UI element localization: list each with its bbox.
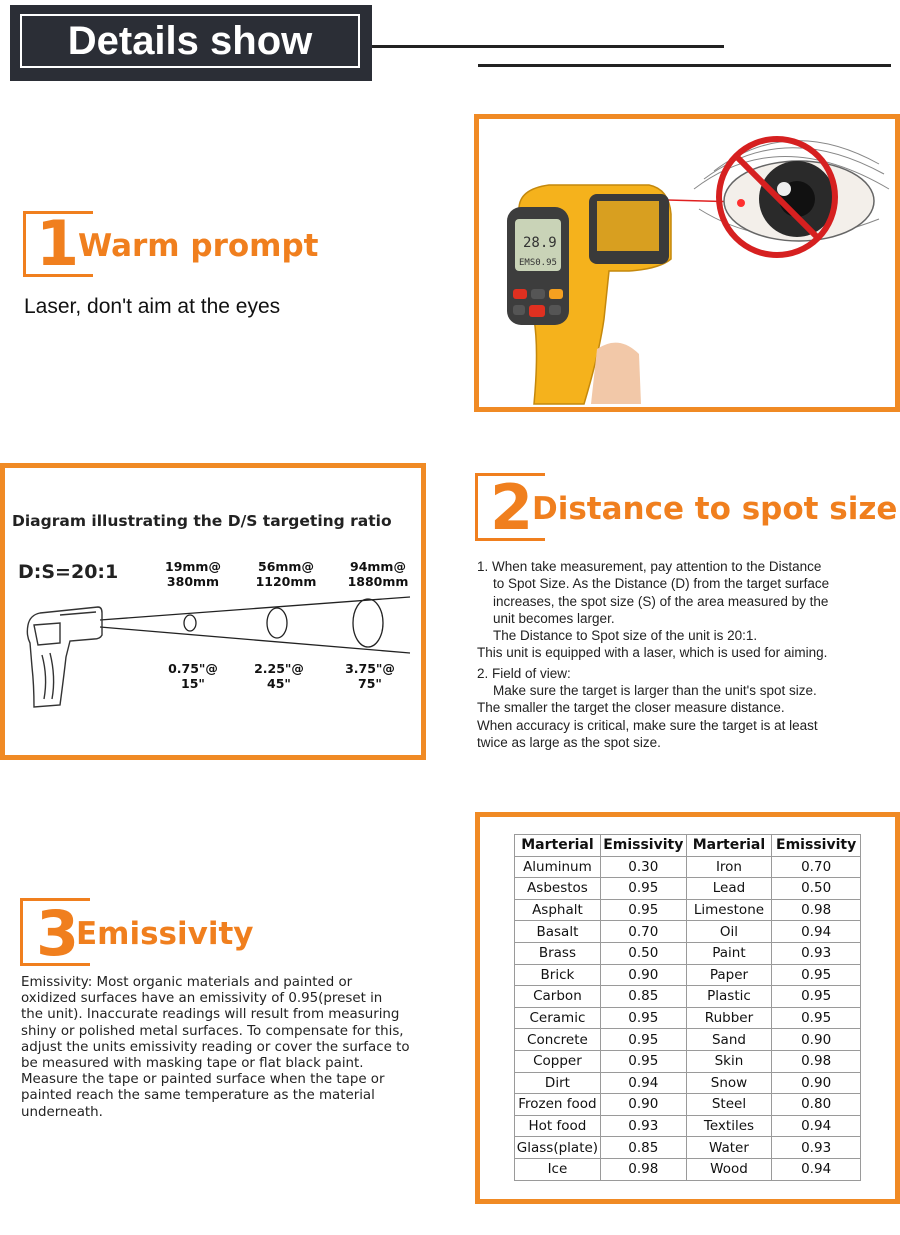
material-cell: Ceramic: [515, 1007, 601, 1029]
emissivity-cell: 0.95: [772, 1007, 861, 1029]
material-cell: Skin: [686, 1050, 772, 1072]
section3-number: 3: [36, 897, 80, 970]
laser-warning-image: [474, 114, 900, 412]
table-row: [515, 1115, 861, 1137]
table-row: [515, 986, 861, 1008]
header-title: Details show: [20, 14, 360, 68]
table-row: [515, 1072, 861, 1094]
ds-ratio-label: D:S=20:1: [18, 561, 119, 583]
material-cell: Paint: [686, 942, 772, 964]
material-cell: Sand: [686, 1029, 772, 1051]
section2-line: This unit is equipped with a laser, which is used for aiming.: [477, 645, 828, 661]
emissivity-cell: 0.95: [600, 1029, 686, 1051]
section1-subtitle: Laser, don't aim at the eyes: [24, 295, 281, 318]
material-cell: Ice: [515, 1158, 601, 1180]
material-cell: Glass(plate): [515, 1137, 601, 1159]
material-cell: Wood: [686, 1158, 772, 1180]
material-cell: Aluminum: [515, 856, 601, 878]
emissivity-cell: 0.98: [772, 1050, 861, 1072]
table-row: [515, 1094, 861, 1116]
table-header-row: [515, 835, 861, 857]
ds-cone-drawing: [20, 595, 420, 715]
column-header: Emissivity: [600, 835, 686, 857]
column-header: Marterial: [515, 835, 601, 857]
emissivity-cell: 0.95: [600, 1007, 686, 1029]
section3-line: Emissivity: Most organic materials and painted or: [21, 975, 353, 990]
emissivity-cell: 0.85: [600, 1137, 686, 1159]
material-cell: Basalt: [515, 921, 601, 943]
material-cell: Brick: [515, 964, 601, 986]
material-cell: Limestone: [686, 899, 772, 921]
section3-line: shiny or polished metal surfaces. To compensate for this,: [21, 1023, 404, 1039]
material-cell: Dirt: [515, 1072, 601, 1094]
section2-line: unit becomes larger.: [493, 610, 615, 626]
section3-line: oxidized surfaces have an emissivity of 0.95(preset in: [21, 991, 383, 1007]
laser-thermometer-eye-illustration: [479, 119, 895, 407]
emissivity-cell: 0.95: [600, 1050, 686, 1072]
material-cell: Copper: [515, 1050, 601, 1072]
emissivity-cell: 0.70: [772, 856, 861, 878]
section3-line: be measured with masking tape or flat black paint.: [21, 1056, 364, 1072]
section3-line: the unit). Inaccurate readings will result from measuring: [21, 1007, 400, 1023]
device-display-main: 28.9: [523, 235, 557, 251]
table-row: [515, 1050, 861, 1072]
ds-top-label: 94mm@ 1880mm: [347, 559, 409, 589]
section2-line: 1. When take measurement, pay attention to the Distance: [477, 559, 822, 574]
spot-ellipse: [184, 615, 196, 631]
section3-line: underneath.: [21, 1104, 103, 1120]
material-cell: Brass: [515, 942, 601, 964]
emissivity-cell: 0.80: [772, 1094, 861, 1116]
ds-bottom-label: 3.75"@ 75": [345, 661, 395, 691]
table-row: [515, 1137, 861, 1159]
emissivity-cell: 0.98: [600, 1158, 686, 1180]
device-display-sub: EMS0.95: [519, 258, 557, 268]
material-cell: Snow: [686, 1072, 772, 1094]
emissivity-cell: 0.90: [772, 1029, 861, 1051]
table-row: [515, 899, 861, 921]
emissivity-cell: 0.93: [772, 1137, 861, 1159]
emissivity-cell: 0.95: [772, 986, 861, 1008]
emissivity-cell: 0.30: [600, 856, 686, 878]
section2-title: Distance to spot size: [532, 491, 898, 527]
material-cell: Rubber: [686, 1007, 772, 1029]
table-row: [515, 1158, 861, 1180]
ds-diagram-title: Diagram illustrating the D/S targeting ratio: [12, 512, 392, 530]
section2-line: The Distance to Spot size of the unit is 20:1.: [493, 628, 758, 644]
material-cell: Steel: [686, 1094, 772, 1116]
section2-line: When accuracy is critical, make sure the target is at least: [477, 717, 818, 733]
header-divider-lower: [478, 64, 891, 67]
material-cell: Asphalt: [515, 899, 601, 921]
emissivity-cell: 0.94: [772, 1158, 861, 1180]
material-cell: Water: [686, 1137, 772, 1159]
section2-line: 2. Field of view:: [477, 665, 571, 681]
material-cell: Frozen food: [515, 1094, 601, 1116]
emissivity-cell: 0.50: [772, 878, 861, 900]
material-cell: Paper: [686, 964, 772, 986]
material-cell: Iron: [686, 856, 772, 878]
emissivity-cell: 0.95: [600, 899, 686, 921]
thermometer-outline-icon: [27, 607, 102, 707]
emissivity-cell: 0.94: [772, 1115, 861, 1137]
column-header: Marterial: [686, 835, 772, 857]
material-cell: Asbestos: [515, 878, 601, 900]
emissivity-cell: 0.95: [600, 878, 686, 900]
emissivity-cell: 0.50: [600, 942, 686, 964]
material-cell: Concrete: [515, 1029, 601, 1051]
section2-line: Make sure the target is larger than the unit's spot size.: [493, 683, 817, 699]
section2-line: The smaller the target the closer measure distance.: [477, 700, 785, 716]
section1-number: 1: [36, 207, 80, 280]
emissivity-cell: 0.98: [772, 899, 861, 921]
material-cell: Textiles: [686, 1115, 772, 1137]
emissivity-cell: 0.93: [600, 1115, 686, 1137]
table-row: [515, 856, 861, 878]
ds-bottom-label: 0.75"@ 15": [168, 661, 218, 691]
emissivity-cell: 0.93: [772, 942, 861, 964]
table-row: [515, 942, 861, 964]
material-cell: Lead: [686, 878, 772, 900]
section2-body: [477, 558, 897, 751]
spot-ellipse: [267, 608, 287, 638]
section1-title: Warm prompt: [78, 228, 319, 264]
table-row: [515, 1029, 861, 1051]
ds-bottom-label: 2.25"@ 45": [254, 661, 304, 691]
section3-title: Emissivity: [76, 916, 254, 952]
section3-body: [21, 975, 431, 1121]
spot-ellipse: [353, 599, 383, 647]
emissivity-cell: 0.95: [772, 964, 861, 986]
table-row: [515, 921, 861, 943]
column-header: Emissivity: [772, 835, 861, 857]
section3-line: painted reach the same temperature as the material: [21, 1088, 375, 1104]
material-cell: Oil: [686, 921, 772, 943]
emissivity-cell: 0.90: [772, 1072, 861, 1094]
table-row: [515, 964, 861, 986]
section2-number: 2: [490, 471, 534, 544]
table-row: [515, 1007, 861, 1029]
emissivity-cell: 0.94: [600, 1072, 686, 1094]
emissivity-table: [514, 834, 861, 1181]
header-divider-upper: [372, 45, 724, 48]
emissivity-cell: 0.90: [600, 1094, 686, 1116]
ds-top-label: 19mm@ 380mm: [165, 559, 221, 589]
emissivity-cell: 0.90: [600, 964, 686, 986]
material-cell: Hot food: [515, 1115, 601, 1137]
section2-line: twice as large as the spot size.: [477, 734, 661, 750]
material-cell: Plastic: [686, 986, 772, 1008]
table-row: [515, 878, 861, 900]
emissivity-cell: 0.94: [772, 921, 861, 943]
emissivity-cell: 0.85: [600, 986, 686, 1008]
section2-line: increases, the spot size (S) of the area measured by the: [493, 593, 829, 609]
section2-line: to Spot Size. As the Distance (D) from the target surface: [493, 576, 830, 592]
section3-line: Measure the tape or painted surface when the tape or: [21, 1072, 385, 1088]
ds-top-label: 56mm@ 1120mm: [255, 559, 317, 589]
emissivity-cell: 0.70: [600, 921, 686, 943]
section3-line: adjust the units emissivity reading or cover the surface to: [21, 1039, 410, 1055]
material-cell: Carbon: [515, 986, 601, 1008]
